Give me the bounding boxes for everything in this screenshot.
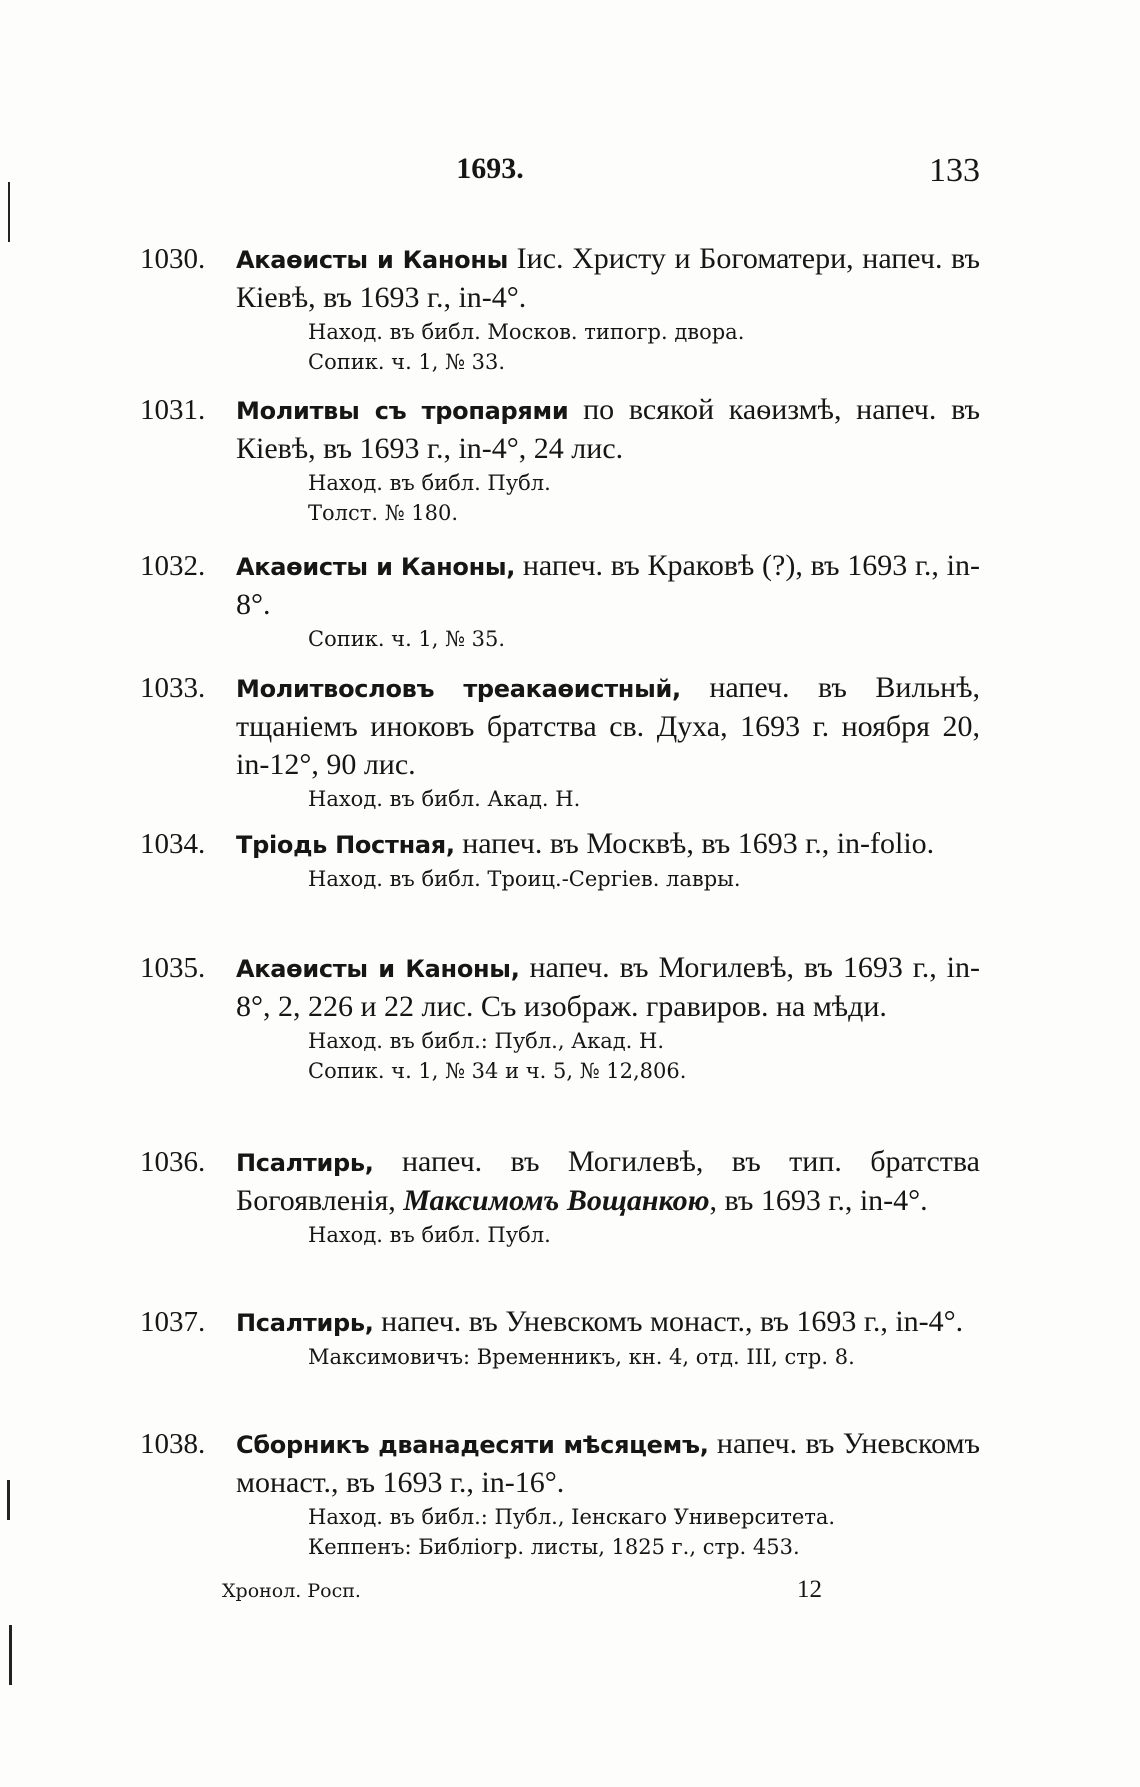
entry-description: напеч. въ Могилевѣ, въ 1693 г., in-8°, 2, 226 и 22 лис. Съ изображ. гравиров. на мѣди. — [236, 951, 980, 1023]
entry-text — [236, 1303, 980, 1342]
entry-note: Толст. № 180. — [308, 501, 459, 525]
entry-note: Сопик. ч. 1, № 35. — [308, 627, 506, 651]
entry-number: 1030. — [140, 243, 206, 275]
entry-1037 — [140, 1303, 980, 1372]
entry-1032 — [140, 547, 980, 654]
entry-note: Наход. въ библ. Акад. Н. — [308, 787, 581, 811]
margin-mark — [9, 1625, 12, 1685]
running-head — [140, 152, 980, 196]
signature-mark: 12 — [797, 1576, 822, 1603]
printer-name: Максимомъ Вощанкою — [403, 1184, 710, 1217]
entry-title: Тріодь Постная, — [236, 831, 455, 859]
entry-1031 — [140, 391, 980, 528]
entry-title: Акаѳисты и Каноны — [236, 246, 509, 274]
entry-text — [236, 391, 980, 468]
entry-description-end: , въ 1693 г., in-4°. — [709, 1184, 928, 1217]
entry-description: напеч. въ Вильнѣ, тщаніемъ иноковъ братства св. Духа, 1693 г. ноября 20, in-12°, 90 лис. — [236, 671, 980, 781]
entry-text — [236, 949, 980, 1026]
entry-text — [236, 240, 980, 317]
entry-title: Акаѳисты и Каноны, — [236, 553, 516, 581]
entry-1035 — [140, 949, 980, 1086]
entry-description: Іис. Христу и Богоматери, напеч. въ Кіевѣ, въ 1693 г., in-4°. — [236, 242, 980, 314]
footer-source: Хронол. Росп. — [222, 1580, 361, 1602]
entry-note: Максимовичъ: Временникъ, кн. 4, отд. III, стр. 8. — [308, 1345, 855, 1369]
header-year: 1693. — [456, 152, 524, 185]
entry-note: Наход. въ библ. Публ. — [308, 471, 551, 495]
entry-title: Сборникъ дванадесяти мѣсяцемъ, — [236, 1431, 709, 1459]
entry-description: напеч. въ Краковѣ (?), въ 1693 г., in-8°. — [236, 549, 980, 621]
entry-1033 — [140, 669, 980, 814]
entry-note: Наход. въ библ.: Публ., Акад. Н. — [308, 1029, 665, 1053]
entry-1034 — [140, 825, 980, 894]
entry-title: Псалтирь, — [236, 1309, 374, 1337]
page-footer — [222, 1576, 822, 1610]
entry-title: Молитвы съ тропарями — [236, 397, 569, 425]
entry-note: Наход. въ библ.: Публ., Іенскаго Университета. — [308, 1505, 836, 1529]
entry-text — [236, 669, 980, 784]
entry-number: 1031. — [140, 394, 206, 426]
margin-mark — [8, 182, 10, 242]
entry-note: Наход. въ библ. Москов. типогр. двора. — [308, 320, 745, 344]
entry-note: Наход. въ библ. Публ. — [308, 1223, 551, 1247]
entry-text — [236, 1143, 980, 1220]
margin-mark — [7, 1480, 10, 1520]
entry-note: Сопик. ч. 1, № 33. — [308, 350, 506, 374]
entry-1030 — [140, 240, 980, 377]
entry-number: 1036. — [140, 1146, 206, 1178]
entry-note: Наход. въ библ. Троиц.-Сергіев. лавры. — [308, 867, 741, 891]
entry-title: Псалтирь, — [236, 1149, 374, 1177]
entry-number: 1032. — [140, 550, 206, 582]
entry-note: Сопик. ч. 1, № 34 и ч. 5, № 12,806. — [308, 1059, 687, 1083]
entry-number: 1037. — [140, 1306, 206, 1338]
entry-description: напеч. въ Уневскомъ монаст., въ 1693 г., in-16°. — [236, 1427, 981, 1499]
entry-text — [236, 825, 980, 864]
entry-description: напеч. въ Уневскомъ монаст., въ 1693 г., in-4°. — [373, 1305, 964, 1338]
entry-description: напеч. въ Москвѣ, въ 1693 г., in-folio. — [454, 827, 935, 860]
entry-title: Молитвословъ треакаѳистный, — [236, 675, 681, 703]
entry-description: по всякой каѳизмѣ, напеч. въ Кіевѣ, въ 1693 г., in-4°, 24 лис. — [236, 393, 981, 465]
entry-note: Кеппенъ: Библіогр. листы, 1825 г., стр. 453. — [308, 1535, 800, 1559]
entry-number: 1033. — [140, 672, 206, 704]
entry-description: напеч. въ Могилевѣ, въ тип. братства Богоявленія, — [236, 1145, 980, 1217]
entry-text — [236, 547, 980, 624]
entry-1038 — [140, 1425, 980, 1562]
entry-number: 1034. — [140, 828, 206, 860]
page-number: 133 — [929, 152, 980, 189]
entry-title: Акаѳисты и Каноны, — [236, 955, 520, 983]
entry-number: 1035. — [140, 952, 206, 984]
entry-number: 1038. — [140, 1428, 206, 1460]
entry-text — [236, 1425, 980, 1502]
entry-1036 — [140, 1143, 980, 1250]
